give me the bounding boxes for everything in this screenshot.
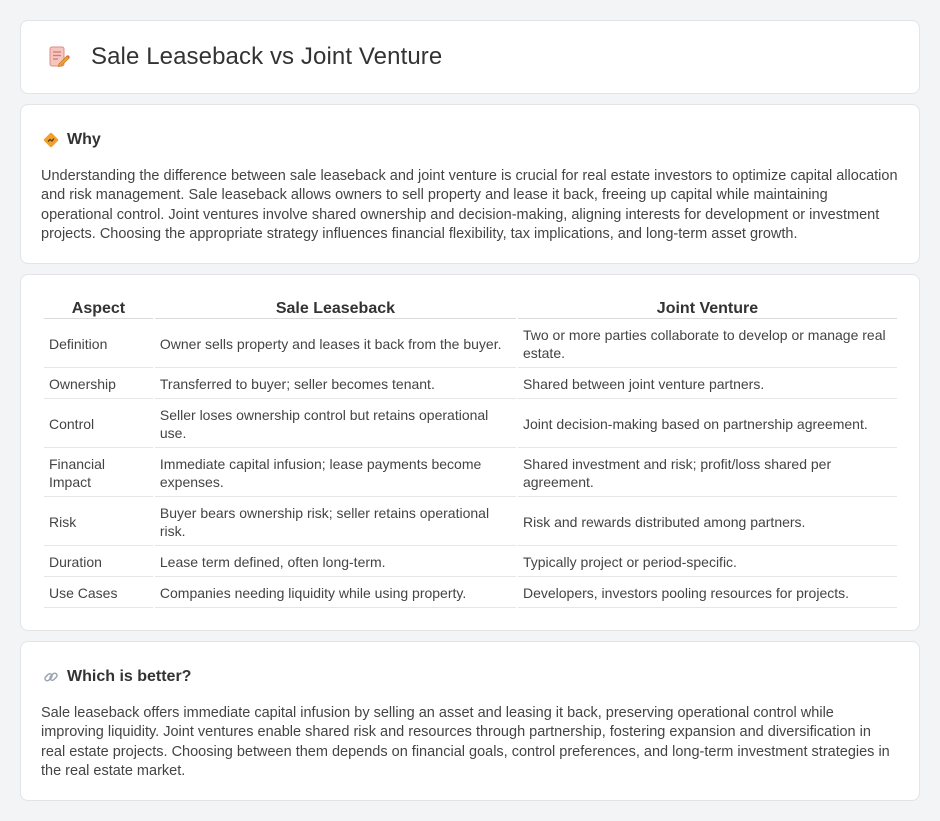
row-sale-leaseback: Seller loses ownership control but retains operational use. [155,401,516,448]
row-joint-venture: Risk and rewards distributed among partners. [518,499,897,546]
row-aspect: Ownership [44,370,153,399]
row-sale-leaseback: Immediate capital infusion; lease payments become expenses. [155,450,516,497]
row-aspect: Duration [44,548,153,577]
row-joint-venture: Typically project or period-specific. [518,548,897,577]
why-card [20,104,920,264]
table-row [44,321,897,368]
title-card [20,20,920,94]
header-sale-leaseback: Sale Leaseback [155,297,516,319]
row-sale-leaseback: Lease term defined, often long-term. [155,548,516,577]
table-header-row [44,297,897,319]
title-row [21,21,919,93]
why-body: Understanding the difference between sale leaseback and joint venture is crucial for real estate investors to optimize capital allocation and risk management. Sale leaseback allows owners to sell property and lease it back, freeing up capital while maintaining operational control. Joint ventures involve shared ownership and decision-making, aligning interests for development or investment projects. Choosing the appropriate strategy influences financial flexibility, tax implications, and long-term asset growth. [41,168,898,242]
comparison-table [42,295,899,610]
row-sale-leaseback: Companies needing liquidity while using property. [155,579,516,608]
row-sale-leaseback: Transferred to buyer; seller becomes tenant. [155,370,516,399]
diamond-sign-icon [43,132,59,148]
better-card [20,641,920,801]
comparison-card [20,274,920,631]
table-row [44,370,897,399]
row-aspect: Control [44,401,153,448]
page-title: Sale Leaseback vs Joint Venture [91,43,443,70]
table-row [44,548,897,577]
document-pencil-icon [47,45,71,69]
row-aspect: Risk [44,499,153,546]
row-sale-leaseback: Buyer bears ownership risk; seller retains operational risk. [155,499,516,546]
table-row [44,499,897,546]
table-row [44,401,897,448]
row-joint-venture: Two or more parties collaborate to develop or manage real estate. [518,321,897,368]
row-aspect: Use Cases [44,579,153,608]
row-joint-venture: Shared between joint venture partners. [518,370,897,399]
row-joint-venture: Shared investment and risk; profit/loss shared per agreement. [518,450,897,497]
header-joint-venture: Joint Venture [518,297,897,319]
better-heading: Which is better? [67,668,192,685]
row-joint-venture: Developers, investors pooling resources for projects. [518,579,897,608]
better-body: Sale leaseback offers immediate capital infusion by selling an asset and leasing it back, preserving operational control while improving liquidity. Joint ventures enable shared risk and resources through partnership, fostering expansion and diversification in real estate projects. Choosing between them depends on financial goals, control preferences, and long-term investment strategies in the real estate market. [41,705,890,779]
why-heading: Why [67,131,101,148]
table-row [44,450,897,497]
header-aspect: Aspect [44,297,153,319]
row-aspect: Definition [44,321,153,368]
row-aspect: Financial Impact [44,450,153,497]
why-header [21,105,919,153]
better-header [21,642,919,690]
row-sale-leaseback: Owner sells property and leases it back from the buyer. [155,321,516,368]
row-joint-venture: Joint decision-making based on partnership agreement. [518,401,897,448]
link-icon [43,669,59,685]
table-row [44,579,897,608]
